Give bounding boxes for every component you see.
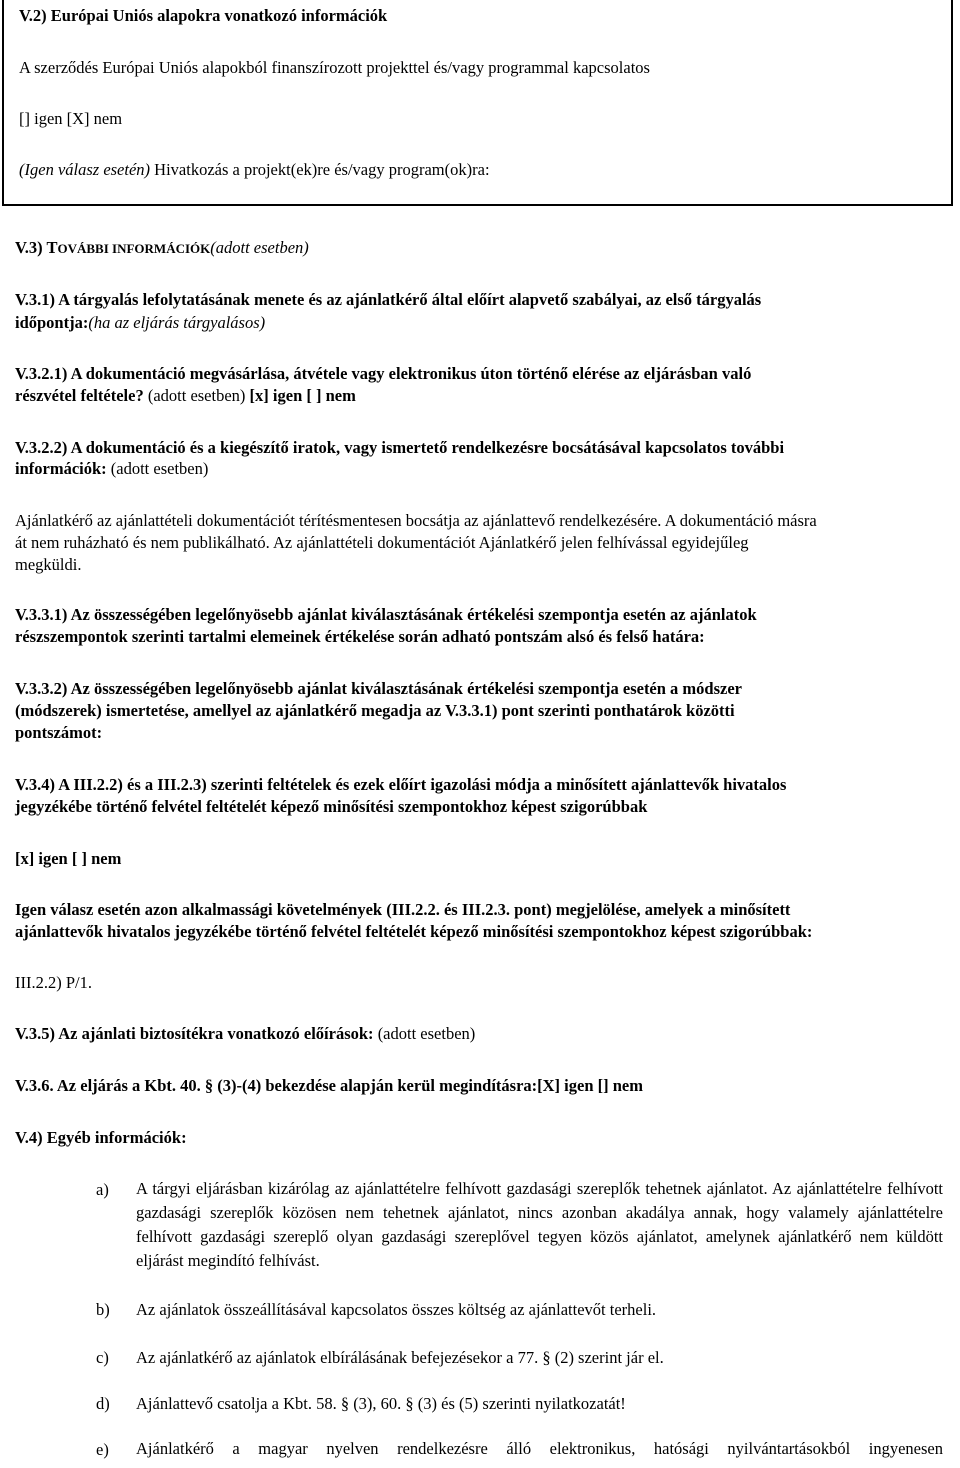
list-item-label: c) [96,1348,109,1367]
reference-text: Hivatkozás a projekt(ek)re és/vagy program(ok)ra: [150,160,490,179]
v331-line1: V.3.3.1) Az összességében legelőnyösebb ajánlat kiválasztásának értékelési szempontja esetén az ajánlatok [15,605,757,624]
v31-label: időpontja: [15,313,89,332]
eu-funds-section-box [2,0,953,206]
list-item-label: b) [96,1300,110,1319]
v322-line1: V.3.2.2) A dokumentáció és a kiegészítő iratok, vagy ismertető rendelkezésre bocsátásával kapcsolatos további [15,438,785,457]
list-item-label: e) [96,1440,109,1459]
v321-condition: (adott esetben) [143,386,246,405]
v321-label: részvétel feltétele? [15,386,144,405]
v322-label: információk: [15,459,107,478]
v321-line1: V.3.2.1) A dokumentáció megvásárlása, átvétele vagy elektronikus úton történő elérése az eljárásban való [15,364,752,383]
v35-label: V.3.5) Az ajánlati biztosítékra vonatkozó előírások: [15,1024,374,1043]
list-item-text: Ajánlattevő csatolja a Kbt. 58. § (3), 60. § (3) és (5) szerinti nyilatkozatát! [136,1394,626,1413]
v31-line1: V.3.1) A tárgyalás lefolytatásának menete és az ajánlatkérő által előírt alapvető szabályai, az első tárgyalás [15,290,762,309]
v34-line1: V.3.4) A III.2.2) és a III.2.3) szerinti feltételek és ezek előírt igazolási módja a minősített ajánlattevők hivatalos [15,775,787,794]
section-v3-title [15,238,309,258]
v322-line2 [15,459,208,479]
section-v4-title: V.4) Egyéb információk: [15,1128,187,1147]
list-item-text: Az ajánlatkérő az ajánlatok elbírálásának befejezésekor a 77. § (2) szerint jár el. [136,1348,664,1367]
v331-line2: részszempontok szerinti tartalmi elemeinek értékelése során adható pontszám alsó és felső határa: [15,627,705,646]
v34-line2: jegyzékébe történő felvétel feltételét képező minősítési szempontokhoz képest szigorúbbak [15,797,648,816]
list-item-text: Az ajánlatok összeállításával kapcsolatos összes költség az ajánlattevőt terheli. [136,1300,657,1319]
v322-body-line2: át nem ruházható és nem publikálható. Az ajánlattételi dokumentációt Ajánlatkérő jelen felhívással egyidejűleg [15,533,749,552]
v34-value: III.2.2) P/1. [15,973,92,992]
v31-line2 [15,313,265,333]
list-item-text: Ajánlatkérő a magyar nyelven rendelkezésre álló elektronikus, hatósági nyilvántartásokból ingyenesen [136,1439,943,1458]
v321-answer: [x] igen [ ] nem [245,386,356,405]
v36-line: V.3.6. Az eljárás a Kbt. 40. § (3)-(4) bekezdése alapján kerül megindításra:[X] igen [] nem [15,1076,643,1095]
v332-line1: V.3.3.2) Az összességében legelőnyösebb ajánlat kiválasztásának értékelési szempontja esetén a módszer [15,679,742,698]
v35-line [15,1024,475,1044]
v34-yes-line2: ajánlattevők hivatalos jegyzékébe történő felvétel feltételét képező minősítési szempontokhoz képest szigorúbbak: [15,922,813,941]
section-v3-title-prefix: V.3) T [15,238,58,257]
v34-answer: [x] igen [ ] nem [15,849,122,868]
v34-yes-line1: Igen válasz esetén azon alkalmassági követelmények (III.2.2. és III.2.3. pont) megjelölése, amelyek a minősített [15,900,791,919]
reference-condition: (Igen válasz esetén) [19,160,151,179]
v332-line2: (módszerek) ismertetése, amellyel az ajánlatkérő megadja az V.3.3.1) pont szerinti ponthatárok közötti [15,701,735,720]
section-v2-title: V.2) Európai Uniós alapokra vonatkozó információk [19,6,388,25]
eu-funds-question: A szerződés Európai Uniós alapokból finanszírozott projekttel és/vagy programmal kapcsolatos [19,58,650,77]
v35-condition: (adott esetben) [373,1024,476,1043]
list-item-text: A tárgyi eljárásban kizárólag az ajánlattételre felhívott gazdasági szereplők tehetnek ajánlatot. Az ajánlattételre felhívott gazdasági szereplők közösen nem tehetnek ajánlatot, nincs azonban akadálya annak, hogy valamely ajánlattételre felhívott gazdasági szereplő olyan gazdasági szereplővel tegyen közös ajánlatot, amelynek ajánlatkérő nem küldött eljárást megindító felhívást. [136,1179,943,1270]
v322-body-line3: megküldi. [15,555,82,574]
v322-condition: (adott esetben) [106,459,209,478]
list-item-label: a) [96,1180,109,1199]
section-v3-title-caps: OVÁBBI INFORMÁCIÓK [57,241,211,256]
list-item-label: d) [96,1394,110,1413]
v332-line3: pontszámot: [15,723,103,742]
section-v3-title-suffix: (adott esetben) [210,238,309,257]
eu-funds-reference [19,160,490,180]
v322-body-line1: Ajánlatkérő az ajánlattételi dokumentációt térítésmentesen bocsátja az ajánlattevő rendelkezésére. A dokumentáció másra [15,511,817,530]
v31-condition: (ha az eljárás tárgyalásos) [88,313,266,332]
v321-line2 [15,386,356,406]
eu-funds-answer: [] igen [X] nem [19,109,123,128]
